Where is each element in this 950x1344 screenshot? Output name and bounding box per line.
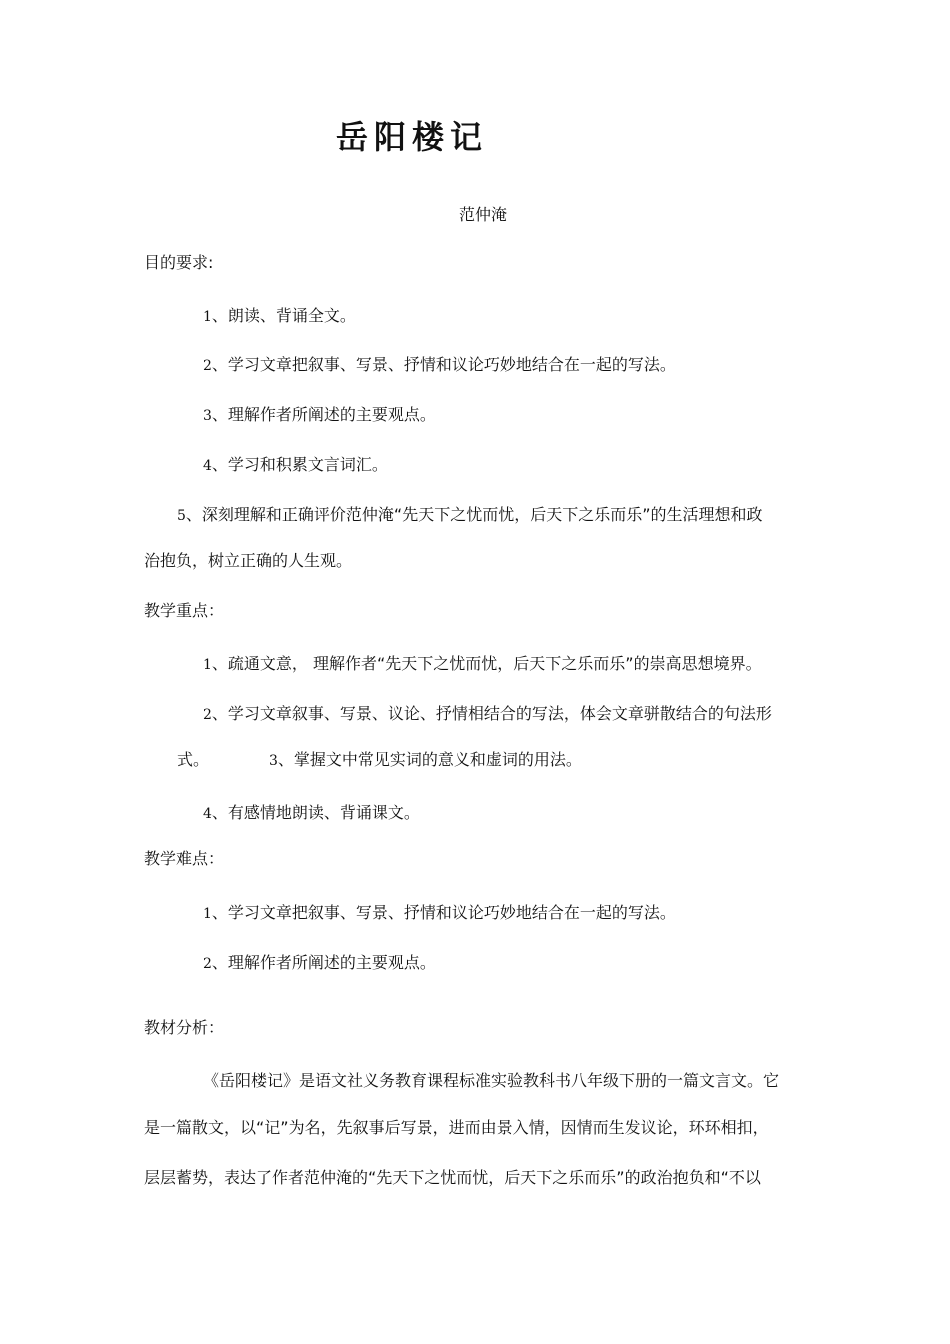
- analysis-heading: 教材分析：: [144, 1018, 225, 1037]
- key-point-item-2: [203, 703, 772, 726]
- difficulty-item-2: [203, 952, 436, 975]
- key-point-item-4-number: 4: [203, 806, 212, 822]
- key-point-item-3-text: 、掌握文中常见实词的意义和虚词的用法。: [277, 750, 582, 769]
- document-title: 岳阳楼记: [336, 118, 489, 156]
- document-author: 范仲淹: [459, 205, 508, 224]
- analysis-paragraph-line-2: 是一篇散文，以“记”为名，先叙事后写景，进而由景入情，因情而生发议论，环环相扣，: [144, 1118, 769, 1137]
- difficulty-item-2-text: 、理解作者所阐述的主要观点。: [211, 953, 436, 972]
- objective-item-4-number: 4: [203, 458, 212, 474]
- objective-item-3-number: 3: [203, 408, 212, 424]
- key-point-item-2-text: 、学习文章叙事、写景、议论、抒情相结合的写法，体会文章骈散结合的句法形: [211, 704, 772, 723]
- difficulty-item-1-number: 1: [203, 906, 212, 922]
- key-point-item-3: [269, 749, 582, 772]
- objective-item-5-continuation: 治抱负，树立正确的人生观。: [144, 551, 353, 570]
- objective-item-3: [203, 404, 436, 427]
- objective-item-2-text: 、学习文章把叙事、写景、抒情和议论巧妙地结合在一起的写法。: [211, 355, 676, 374]
- key-point-item-4: [203, 802, 420, 825]
- objective-item-4: [203, 454, 388, 477]
- objective-item-5-number: 5: [177, 508, 186, 524]
- objective-item-5: [177, 504, 763, 527]
- key-point-item-2-number: 2: [203, 707, 212, 723]
- objective-item-2: [203, 354, 676, 377]
- key-point-item-2-continuation: 式。: [177, 750, 210, 769]
- objective-item-4-text: 、学习和积累文言词汇。: [211, 455, 388, 474]
- key-point-item-1-text: 、疏通文意， 理解作者“先天下之忧而忧，后天下之乐而乐”的崇高思想境界。: [211, 654, 762, 673]
- key-point-item-3-number: 3: [269, 753, 278, 769]
- key-point-item-4-text: 、有感情地朗读、背诵课文。: [211, 803, 420, 822]
- objective-item-5-text: 、深刻理解和正确评价范仲淹“先天下之忧而忧，后天下之乐而乐”的生活理想和政: [185, 505, 763, 524]
- analysis-paragraph-line-1: 《岳阳楼记》是语文社义务教育课程标准实验教科书八年级下册的一篇文言文。它: [203, 1071, 780, 1090]
- objective-item-3-text: 、理解作者所阐述的主要观点。: [211, 405, 436, 424]
- objective-item-1-text: 、朗读、背诵全文。: [211, 306, 356, 325]
- objective-item-1-number: 1: [203, 309, 212, 325]
- difficulties-heading: 教学难点：: [144, 849, 225, 868]
- key-point-item-1-number: 1: [203, 657, 212, 673]
- key-points-heading: 教学重点：: [144, 601, 225, 620]
- objectives-heading: 目的要求:: [144, 253, 214, 272]
- analysis-paragraph-line-3: 层层蓄势，表达了作者范仲淹的“先天下之忧而忧，后天下之乐而乐”的政治抱负和“不以: [144, 1168, 761, 1187]
- objective-item-2-number: 2: [203, 358, 212, 374]
- difficulty-item-2-number: 2: [203, 956, 212, 972]
- difficulty-item-1: [203, 902, 676, 925]
- difficulty-item-1-text: 、学习文章把叙事、写景、抒情和议论巧妙地结合在一起的写法。: [211, 903, 676, 922]
- key-point-item-1: [203, 653, 762, 676]
- objective-item-1: [203, 305, 356, 328]
